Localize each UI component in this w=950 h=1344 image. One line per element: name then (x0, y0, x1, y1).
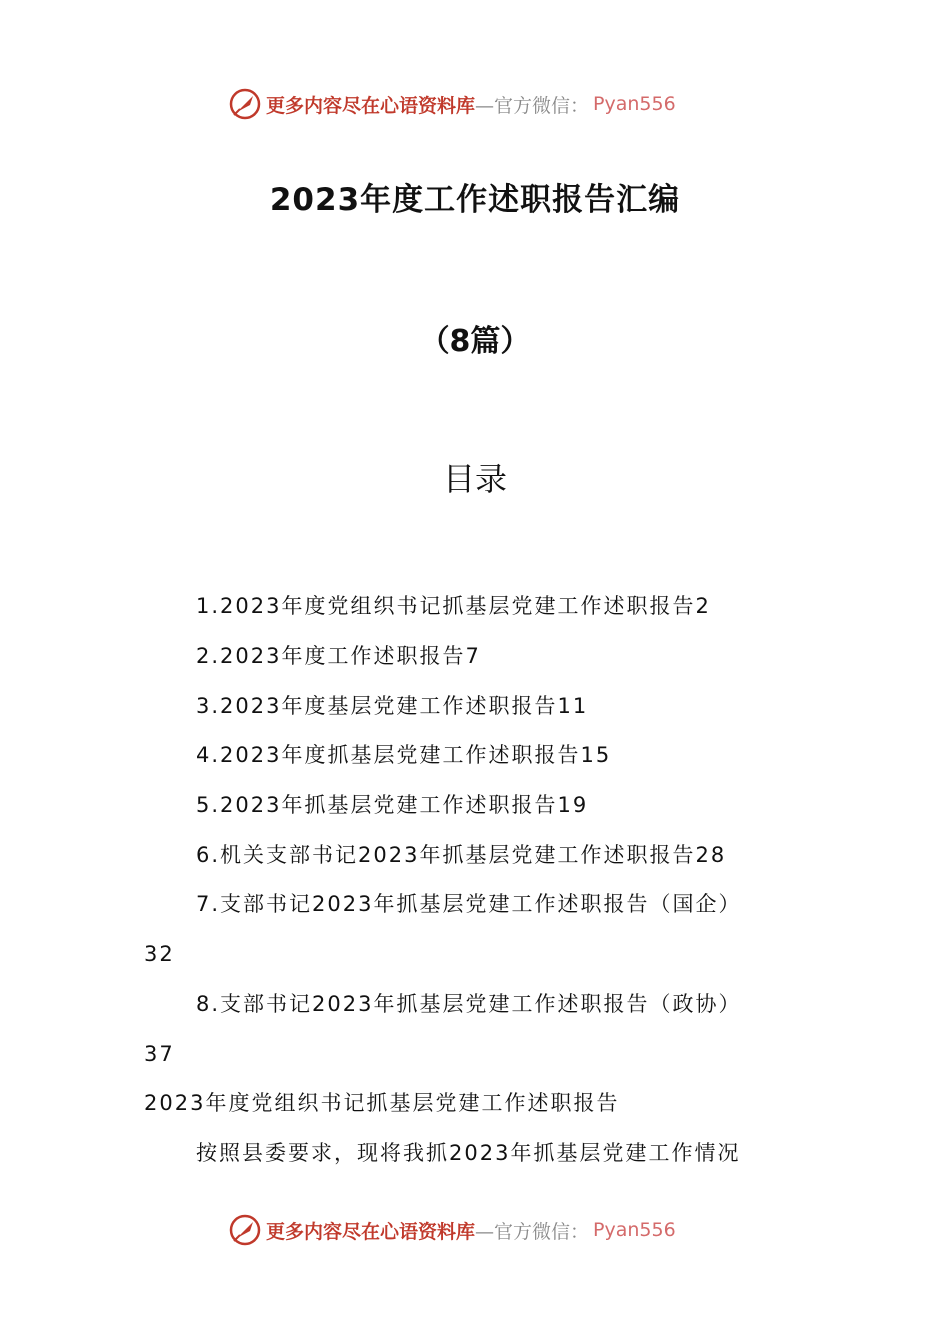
toc-item-4[interactable]: 4.2023年度抓基层党建工作述职报告15 (196, 743, 612, 767)
toc-item-1[interactable]: 1.2023年度党组织书记抓基层党建工作述职报告2 (196, 594, 711, 618)
watermark-dash: —官方微信： (475, 94, 590, 117)
toc-item-8-page[interactable]: 37 (144, 1042, 175, 1066)
section-heading: 2023年度党组织书记抓基层党建工作述职报告 (144, 1091, 620, 1115)
document-title: 2023年度工作述职报告汇编 (269, 182, 681, 218)
watermark-wechat: Pyan556 (593, 93, 676, 115)
toc-item-6[interactable]: 6.机关支部书记2023年抓基层党建工作述职报告28 (196, 843, 727, 867)
quill-logo-icon (228, 87, 262, 121)
watermark-text: 更多内容尽在心语资料库 (266, 94, 476, 117)
watermark-banner-bottom (228, 1210, 676, 1250)
toc-item-7-page[interactable]: 32 (144, 942, 175, 966)
watermark-wechat: Pyan556 (593, 1219, 676, 1241)
toc-item-7[interactable]: 7.支部书记2023年抓基层党建工作述职报告（国企） (196, 892, 742, 916)
watermark-banner-top (228, 84, 676, 124)
toc-item-2[interactable]: 2.2023年度工作述职报告7 (196, 644, 481, 668)
document-subtitle: （8篇） (419, 324, 531, 359)
quill-logo-icon (228, 1213, 262, 1247)
toc-item-8[interactable]: 8.支部书记2023年抓基层党建工作述职报告（政协） (196, 992, 742, 1016)
body-paragraph: 按照县委要求，现将我抓2023年抓基层党建工作情况 (196, 1141, 741, 1165)
watermark-text: 更多内容尽在心语资料库 (266, 1220, 476, 1243)
watermark-dash: —官方微信： (475, 1220, 590, 1243)
toc-item-3[interactable]: 3.2023年度基层党建工作述职报告11 (196, 694, 589, 718)
toc-heading: 目录 (442, 460, 507, 498)
toc-item-5[interactable]: 5.2023年抓基层党建工作述职报告19 (196, 793, 589, 817)
